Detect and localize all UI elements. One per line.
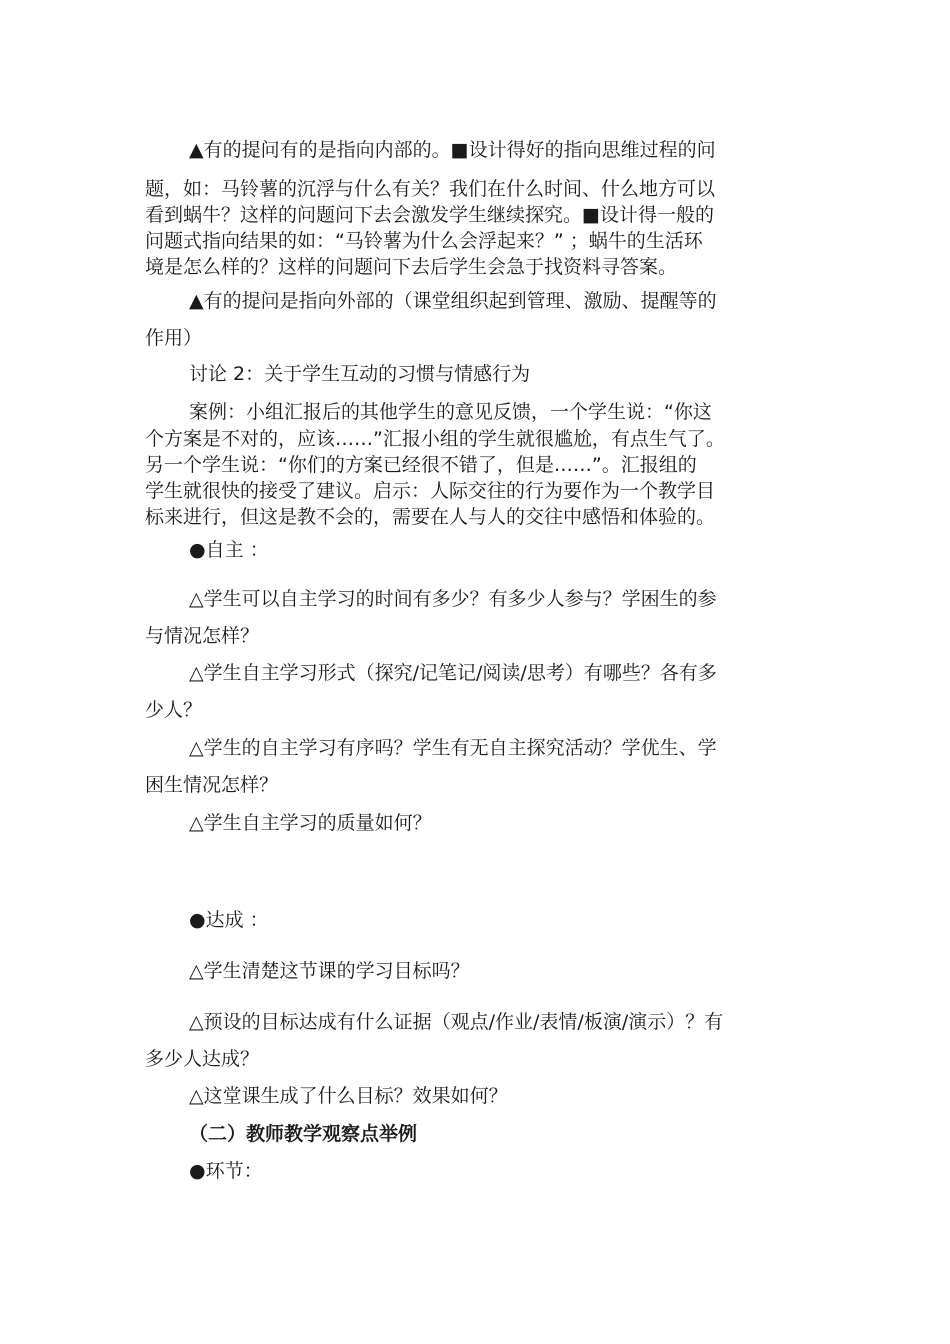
paragraph-case-study xyxy=(145,398,805,530)
text-line: △学生可以自主学习的时间有多少？有多少人参与？学困生的参 xyxy=(189,588,717,610)
text-line: 看到蜗牛？这样的问题问下去会激发学生继续探究。■设计得一般的 xyxy=(145,204,714,226)
text-line: ▲有的提问有的是指向内部的。■设计得好的指向思维过程的问 xyxy=(189,139,716,161)
text-line: 多少人达成？ xyxy=(145,1048,260,1070)
section-heading-teacher xyxy=(145,1120,805,1148)
text-line: ▲有的提问是指向外部的（课堂组织起到管理、激励、提醒等的 xyxy=(189,290,717,312)
paragraph-inward-questions xyxy=(145,136,805,280)
text-line: 少人？ xyxy=(145,699,203,721)
question-order xyxy=(145,734,805,799)
text-line: 与情况怎样？ xyxy=(145,625,260,647)
text-line: ●自主 ： xyxy=(189,539,269,561)
text-line: ●环节： xyxy=(189,1160,263,1182)
text-line: 讨论 2：关于学生互动的习惯与情感行为 xyxy=(189,363,531,385)
text-line: △学生清楚这节课的学习目标吗？ xyxy=(189,960,470,982)
question-forms xyxy=(145,659,805,724)
text-line: 境是怎么样的？这样的问题问下去后学生会急于找资料寻答案。 xyxy=(145,256,678,278)
question-generated-goals xyxy=(145,1082,805,1110)
question-evidence xyxy=(145,1008,805,1073)
text-line: ●达成 ： xyxy=(189,909,269,931)
text-line: （二）教师教学观察点举例 xyxy=(189,1123,418,1145)
text-line: 个方案是不对的，应该……”汇报小组的学生就很尴尬，有点生气了。 xyxy=(145,428,725,450)
question-quality xyxy=(145,809,805,837)
text-line: 困生情况怎样？ xyxy=(145,774,279,796)
text-line: 案例：小组汇报后的其他学生的意见反馈，一个学生说：“你这 xyxy=(189,401,712,423)
text-line: 问题式指向结果的如：“马铃薯为什么会浮起来？” ；蜗牛的生活环 xyxy=(145,230,703,252)
text-line: 标来进行，但这是教不会的，需要在人与人的交往中感悟和体验的。 xyxy=(145,506,716,528)
question-time xyxy=(145,585,805,650)
text-line: 题，如：马铃薯的沉浮与什么有关？我们在什么时间、什么地方可以 xyxy=(145,178,716,200)
discussion-heading xyxy=(145,360,805,388)
section-achievement xyxy=(145,906,805,934)
text-line: 另一个学生说：“你们的方案已经很不错了，但是……”。汇报组的 xyxy=(145,454,697,476)
paragraph-outward-questions xyxy=(145,287,805,352)
text-line: 作用） xyxy=(145,327,203,349)
text-line: 学生就很快的接受了建议。启示：人际交往的行为要作为一个教学目 xyxy=(145,480,716,502)
text-line: △这堂课生成了什么目标？效果如何？ xyxy=(189,1085,508,1107)
question-objectives xyxy=(145,957,805,985)
text-line: △学生自主学习形式（探究/记笔记/阅读/思考）有哪些？各有多 xyxy=(189,662,717,684)
section-autonomy xyxy=(145,536,805,564)
text-line: △学生自主学习的质量如何？ xyxy=(189,812,432,834)
section-stage xyxy=(145,1157,805,1185)
text-line: △预设的目标达成有什么证据（观点/作业/表情/板演/演示）？有 xyxy=(189,1011,724,1033)
text-line: △学生的自主学习有序吗？学生有无自主探究活动？学优生、学 xyxy=(189,737,717,759)
